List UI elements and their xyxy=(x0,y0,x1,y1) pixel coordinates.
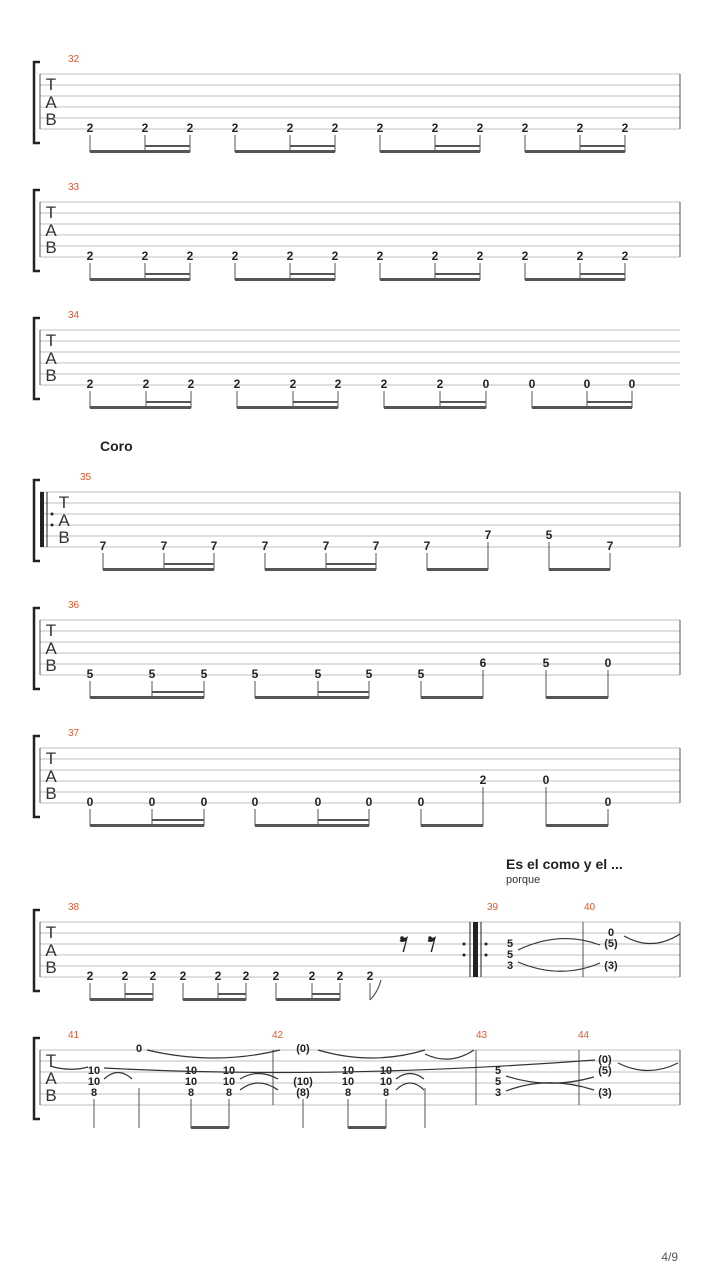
fret-number: 0 xyxy=(542,773,550,787)
fret-number: 0 xyxy=(86,795,94,809)
fret-number: 0 xyxy=(528,377,536,391)
fret-number: 2 xyxy=(336,969,344,983)
fret-number: 2 xyxy=(149,969,157,983)
fret-number: 2 xyxy=(436,377,444,391)
fret-number: 8 xyxy=(344,1087,352,1099)
svg-text:B: B xyxy=(45,110,57,129)
fret-number: 2 xyxy=(289,377,297,391)
fret-number: 0 xyxy=(135,1043,143,1055)
fret-number: 2 xyxy=(476,249,484,263)
svg-text:B: B xyxy=(45,366,57,385)
fret-number: 0 xyxy=(583,377,591,391)
tab-clef xyxy=(45,621,57,675)
svg-text:B: B xyxy=(45,656,57,675)
fret-number: 2 xyxy=(86,121,94,135)
fret-number: 2 xyxy=(214,969,222,983)
staff-34 xyxy=(34,310,680,409)
staff-38 xyxy=(34,902,680,1001)
svg-text:B: B xyxy=(58,528,70,547)
fret-number: 0 xyxy=(417,795,425,809)
fret-number: 5 xyxy=(506,938,514,950)
tab-clef xyxy=(45,331,57,385)
measure-number: 35 xyxy=(80,472,92,483)
lyric-word: porque xyxy=(506,874,541,886)
fret-number: 5 xyxy=(506,949,514,961)
fret-number: 2 xyxy=(121,969,129,983)
fret-number: 2 xyxy=(86,969,94,983)
measure-number: 43 xyxy=(476,1030,488,1041)
measure-number: 42 xyxy=(272,1030,284,1041)
fret-number: 2 xyxy=(233,377,241,391)
fret-number: 10 xyxy=(379,1065,393,1077)
fret-number: 3 xyxy=(494,1087,502,1099)
measure-number: 32 xyxy=(68,54,80,65)
measure-number: 33 xyxy=(68,182,80,193)
fret-number: 0 xyxy=(148,795,156,809)
fret-number: 5 xyxy=(417,667,425,681)
svg-text:T: T xyxy=(45,923,57,942)
fret-number: 7 xyxy=(160,539,168,553)
staff-33 xyxy=(34,182,680,281)
fret-number: 8 xyxy=(382,1087,390,1099)
fret-number: 2 xyxy=(86,377,94,391)
lyric-title: Es el como y el ... xyxy=(506,856,623,872)
fret-number: 10 xyxy=(341,1065,355,1077)
fret-number: 5 xyxy=(542,656,550,670)
svg-text:B: B xyxy=(45,784,57,803)
fret-number: 0 xyxy=(604,656,612,670)
fret-number: 10 xyxy=(222,1076,236,1088)
fret-number: 5 xyxy=(494,1065,502,1077)
staff-36 xyxy=(34,600,680,699)
fret-number: (10) xyxy=(293,1076,313,1088)
fret-number: 2 xyxy=(308,969,316,983)
fret-number: 8 xyxy=(187,1087,195,1099)
staff-41 xyxy=(34,1030,680,1129)
fret-number: 2 xyxy=(576,249,584,263)
fret-number: 10 xyxy=(87,1076,101,1088)
fret-number: (5) xyxy=(598,1065,612,1077)
fret-number: 0 xyxy=(251,795,259,809)
fret-number: 5 xyxy=(494,1076,502,1088)
fret-number: 2 xyxy=(621,121,629,135)
fret-number: 2 xyxy=(141,121,149,135)
fret-number: 2 xyxy=(186,249,194,263)
fret-number: 5 xyxy=(86,667,94,681)
measure-number: 37 xyxy=(68,728,80,739)
fret-number: 2 xyxy=(242,969,250,983)
svg-text:A: A xyxy=(45,767,57,786)
fret-number: 2 xyxy=(331,249,339,263)
fret-number: (0) xyxy=(296,1043,310,1055)
fret-number: 2 xyxy=(431,121,439,135)
svg-text:T: T xyxy=(45,1051,57,1070)
fret-number: 5 xyxy=(314,667,322,681)
svg-text:T: T xyxy=(45,749,57,768)
page-number: 4/9 xyxy=(661,1250,678,1264)
tie-curves xyxy=(50,1050,678,1091)
fret-number: (0) xyxy=(598,1054,612,1066)
fret-number: 8 xyxy=(225,1087,233,1099)
tab-clef xyxy=(45,1051,57,1105)
fret-number: 10 xyxy=(184,1076,198,1088)
svg-text:A: A xyxy=(45,639,57,658)
staff-35 xyxy=(34,472,680,571)
fret-number: 7 xyxy=(484,528,492,542)
fret-number: 2 xyxy=(366,969,374,983)
system-bracket xyxy=(34,910,40,991)
fret-number: (3) xyxy=(598,1087,612,1099)
tab-clef xyxy=(45,923,57,977)
fret-number: 10 xyxy=(184,1065,198,1077)
fret-number: 2 xyxy=(86,249,94,263)
section-label-coro: Coro xyxy=(100,438,133,454)
fret-number: (3) xyxy=(604,960,618,972)
fret-number: 0 xyxy=(482,377,490,391)
fret-number: 5 xyxy=(365,667,373,681)
tab-clef xyxy=(45,749,57,803)
svg-text:T: T xyxy=(58,493,70,512)
svg-text:A: A xyxy=(45,221,57,240)
svg-text:B: B xyxy=(45,238,57,257)
fret-number: 7 xyxy=(423,539,431,553)
fret-number: 10 xyxy=(87,1065,101,1077)
svg-text:T: T xyxy=(45,621,57,640)
fret-number: 10 xyxy=(379,1076,393,1088)
svg-text:A: A xyxy=(45,93,57,112)
staff-37 xyxy=(34,728,680,827)
fret-number: 2 xyxy=(376,121,384,135)
measure-number: 41 xyxy=(68,1030,80,1041)
svg-text:B: B xyxy=(45,1086,57,1105)
fret-number: 2 xyxy=(331,121,339,135)
fret-number: 10 xyxy=(341,1076,355,1088)
fret-number: 0 xyxy=(628,377,636,391)
fret-number: 7 xyxy=(322,539,330,553)
fret-number: 2 xyxy=(141,249,149,263)
fret-number: 2 xyxy=(521,121,529,135)
fret-number: 7 xyxy=(606,539,614,553)
svg-text:T: T xyxy=(45,331,57,350)
fret-number: 2 xyxy=(187,377,195,391)
fret-number: 2 xyxy=(286,121,294,135)
fret-number: 2 xyxy=(576,121,584,135)
system-bracket xyxy=(34,318,40,399)
fret-number: 5 xyxy=(200,667,208,681)
fret-number: 5 xyxy=(545,528,553,542)
measure-number: 44 xyxy=(578,1030,590,1041)
fret-number: 2 xyxy=(431,249,439,263)
system-bracket xyxy=(34,608,40,689)
fret-number: 2 xyxy=(179,969,187,983)
system-bracket xyxy=(34,736,40,817)
svg-text:T: T xyxy=(45,75,57,94)
fret-number: (8) xyxy=(296,1087,310,1099)
fret-number: 2 xyxy=(142,377,150,391)
fret-number: 7 xyxy=(261,539,269,553)
fret-number: 7 xyxy=(210,539,218,553)
fret-number: 8 xyxy=(90,1087,98,1099)
fret-number: (5) xyxy=(604,938,618,950)
svg-text:A: A xyxy=(58,511,70,530)
system-bracket xyxy=(34,190,40,271)
fret-number: 0 xyxy=(200,795,208,809)
measure-number: 36 xyxy=(68,600,80,611)
fret-number: 2 xyxy=(521,249,529,263)
tab-clef xyxy=(45,203,57,257)
svg-text:A: A xyxy=(45,349,57,368)
tab-clef xyxy=(45,75,57,129)
fret-number: 2 xyxy=(186,121,194,135)
measure-number: 38 xyxy=(68,902,80,913)
measure-number: 40 xyxy=(584,902,596,913)
fret-number: 0 xyxy=(365,795,373,809)
svg-text:T: T xyxy=(45,203,57,222)
measure-number: 34 xyxy=(68,310,80,321)
repeat-barline xyxy=(473,922,478,977)
fret-number: 5 xyxy=(251,667,259,681)
fret-number: 2 xyxy=(479,773,487,787)
repeat-start xyxy=(40,492,44,547)
fret-number: 2 xyxy=(272,969,280,983)
fret-number: 10 xyxy=(222,1065,236,1077)
fret-number: 0 xyxy=(607,927,615,939)
fret-number: 2 xyxy=(476,121,484,135)
fret-number: 2 xyxy=(380,377,388,391)
fret-number: 0 xyxy=(604,795,612,809)
fret-number: 2 xyxy=(231,249,239,263)
fret-number: 0 xyxy=(314,795,322,809)
fret-number: 2 xyxy=(376,249,384,263)
fret-number: 7 xyxy=(99,539,107,553)
fret-number: 2 xyxy=(231,121,239,135)
measure-number: 39 xyxy=(487,902,499,913)
system-bracket xyxy=(34,480,40,561)
fret-number: 2 xyxy=(621,249,629,263)
fret-number: 7 xyxy=(372,539,380,553)
svg-text:B: B xyxy=(45,958,57,977)
system-bracket xyxy=(34,62,40,143)
svg-text:A: A xyxy=(45,941,57,960)
staff-32 xyxy=(34,54,680,153)
fret-number: 2 xyxy=(334,377,342,391)
svg-text:A: A xyxy=(45,1069,57,1088)
fret-number: 2 xyxy=(286,249,294,263)
fret-number: 5 xyxy=(148,667,156,681)
fret-number: 6 xyxy=(479,656,487,670)
tab-clef xyxy=(58,493,70,547)
flag xyxy=(370,980,381,1000)
fret-number: 3 xyxy=(506,960,514,972)
system-bracket xyxy=(34,1038,40,1119)
